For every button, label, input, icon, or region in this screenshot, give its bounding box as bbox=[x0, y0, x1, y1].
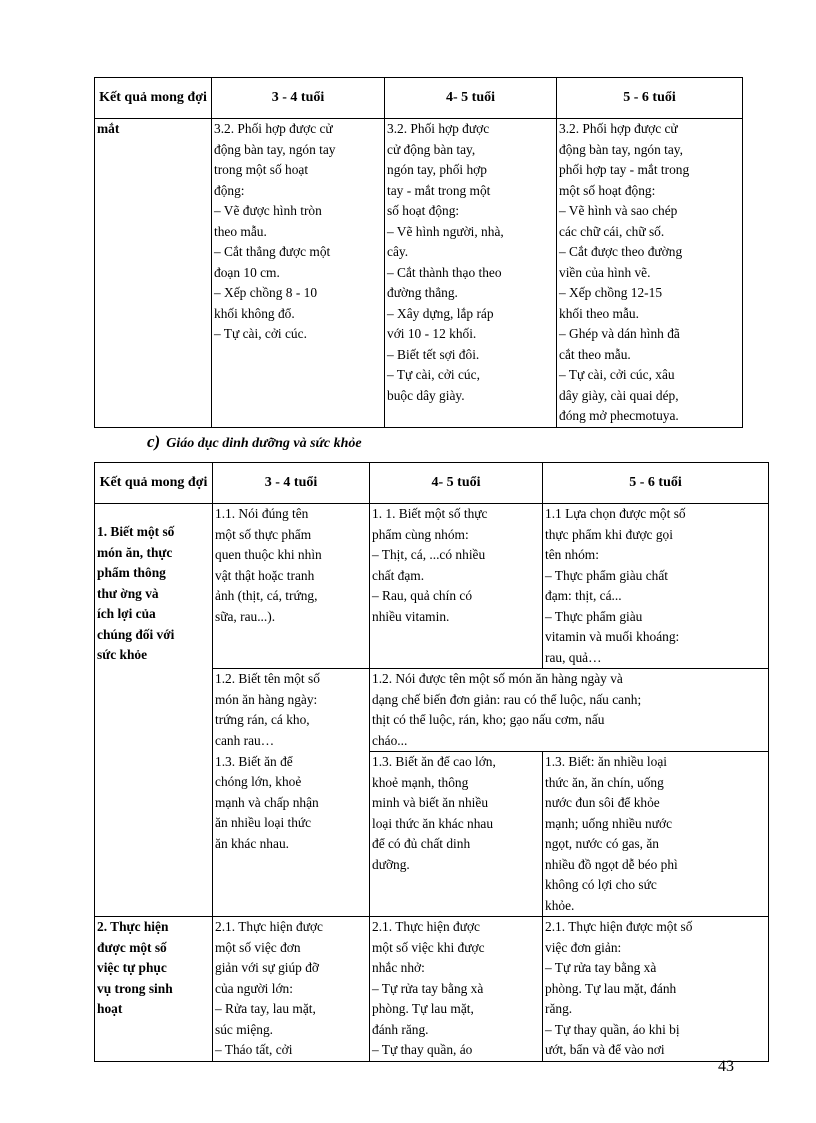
text-line: 1.1 Lựa chọn được một số bbox=[545, 506, 686, 521]
row-label-group-1 bbox=[95, 504, 213, 917]
text-line: trong một số hoạt bbox=[214, 162, 309, 177]
text-line: quen thuộc khi nhìn bbox=[215, 547, 322, 562]
text-line: – Vẽ được hình tròn bbox=[214, 203, 322, 218]
text-line: vitamin và muối khoáng: bbox=[545, 629, 680, 644]
text-line: – Thực phẩm giàu chất bbox=[545, 567, 669, 583]
text-line: vụ trong sinh bbox=[97, 980, 173, 996]
cell-1-2-age-3-4 bbox=[213, 669, 370, 752]
text-line: thực phẩm khi được gọi bbox=[545, 526, 673, 542]
text-line: 2.1. Thực hiện được bbox=[215, 919, 323, 934]
text-line: rau, quả… bbox=[545, 649, 602, 665]
text-line: nước đun sôi để khỏe bbox=[545, 795, 660, 810]
text-line: cử động bàn tay, bbox=[387, 141, 476, 157]
text-line: – Tự cài, cởi cúc. bbox=[214, 326, 307, 341]
text-line: theo mẫu. bbox=[214, 223, 267, 239]
table-row bbox=[95, 917, 769, 1062]
text-line: ảnh (thịt, cá, trứng, bbox=[215, 588, 318, 603]
text-line: – Rau, quả chín có bbox=[372, 588, 473, 603]
text-line: – Tự thay quần, áo bbox=[372, 1042, 473, 1057]
text-line: ích lợi của bbox=[97, 606, 156, 621]
row-label: mắt bbox=[95, 119, 212, 428]
text-line: việc đơn giản: bbox=[545, 939, 622, 955]
text-line: thư ờng và bbox=[97, 585, 159, 601]
text-line: phòng. Tự lau mặt, bbox=[372, 1001, 474, 1016]
text-line: 1.2. Biết tên một số bbox=[215, 671, 320, 686]
text-line: – Tự rửa tay bằng xà bbox=[545, 960, 657, 975]
table-header-row bbox=[95, 78, 743, 119]
text-line: – Vẽ hình người, nhà, bbox=[387, 223, 504, 239]
text-line: việc tự phục bbox=[97, 960, 167, 975]
text-line: trứng rán, cá kho, bbox=[215, 712, 310, 727]
page-number: 43 bbox=[718, 1058, 734, 1075]
cell-1-3-age-5-6 bbox=[543, 752, 769, 917]
text-line: nhiều đồ ngọt dễ béo phì bbox=[545, 856, 678, 872]
text-line: phòng. Tự lau mặt, đánh bbox=[545, 980, 677, 996]
header-age-4-5: 4- 5 tuổi bbox=[370, 463, 543, 504]
text-line: số hoạt động: bbox=[387, 203, 460, 218]
header-age-3-4: 3 - 4 tuổi bbox=[212, 78, 385, 119]
text-line: sữa, rau...). bbox=[215, 608, 276, 624]
text-line: với 10 - 12 khối. bbox=[387, 326, 477, 341]
text-line: – Vẽ hình và sao chép bbox=[559, 203, 678, 218]
text-line: – Cắt thẳng được một bbox=[214, 244, 331, 259]
text-line: để có đủ chất dinh bbox=[372, 836, 471, 851]
text-line: khỏe. bbox=[545, 897, 575, 913]
text-line: – Tự thay quần, áo khi bị bbox=[545, 1021, 680, 1037]
text-line: động bàn tay, ngón tay bbox=[214, 141, 336, 157]
table-nutrition-health bbox=[94, 462, 769, 1062]
text-line: giản với sự giúp đỡ bbox=[215, 960, 319, 975]
text-line: – Thịt, cá, ...có nhiều bbox=[372, 547, 486, 562]
cell-1-1-age-4-5 bbox=[370, 504, 543, 669]
text-line: 1. 1. Biết một số thực bbox=[372, 506, 488, 521]
text-line: tên nhóm: bbox=[545, 547, 599, 562]
cell-age-3-4 bbox=[212, 119, 385, 428]
text-line: 3.2. Phối hợp được cử bbox=[214, 121, 333, 136]
text-line: một số hoạt động: bbox=[559, 182, 656, 198]
text-line: các chữ cái, chữ số. bbox=[559, 223, 665, 239]
text-line: – Biết tết sợi đôi. bbox=[387, 346, 480, 362]
header-expected-results: Kết quả mong đợi bbox=[95, 78, 212, 119]
text-line: ướt, bẩn và để vào nơi bbox=[545, 1042, 665, 1057]
text-line: – Thực phẩm giàu bbox=[545, 608, 643, 624]
text-line: khoẻ mạnh, thông bbox=[372, 774, 469, 790]
text-line: không có lợi cho sức bbox=[545, 877, 657, 892]
text-line: răng. bbox=[545, 1001, 573, 1016]
text-line: 1.2. Nói được tên một số món ăn hàng ngày và bbox=[372, 671, 623, 686]
text-line: cháo... bbox=[372, 732, 408, 748]
text-line: – Xếp chồng 12-15 bbox=[559, 285, 663, 300]
table-physical-development bbox=[94, 77, 743, 428]
header-expected-results: Kết quả mong đợi bbox=[95, 463, 213, 504]
text-line: minh và biết ăn nhiều bbox=[372, 795, 489, 810]
text-line: nhiều vitamin. bbox=[372, 608, 450, 624]
text-line: đạm: thịt, cá... bbox=[545, 588, 622, 603]
text-line: dây giày, cài quai dép, bbox=[559, 387, 679, 403]
text-line: 1. Biết một số bbox=[97, 524, 175, 539]
text-line: nhắc nhở: bbox=[372, 960, 425, 975]
cell-age-5-6 bbox=[557, 119, 743, 428]
text-line: tay - mắt trong một bbox=[387, 182, 491, 198]
cell-1-3-age-3-4 bbox=[213, 752, 370, 917]
text-line: – Ghép và dán hình đã bbox=[559, 326, 680, 341]
text-line: – Rửa tay, lau mặt, bbox=[215, 1001, 316, 1016]
text-line: 2. Thực hiện bbox=[97, 919, 169, 934]
text-line: một số việc đơn bbox=[215, 939, 301, 955]
text-line: 1.3. Biết ăn để cao lớn, bbox=[372, 754, 496, 769]
cell-1-1-age-5-6 bbox=[543, 504, 769, 669]
text-line: phối hợp tay - mắt trong bbox=[559, 162, 690, 177]
header-age-3-4: 3 - 4 tuổi bbox=[213, 463, 370, 504]
text-line: thịt có thể luộc, rán, kho; gạo nấu cơm, nấu bbox=[372, 712, 605, 727]
text-line: chúng đối với bbox=[97, 626, 175, 642]
text-line: – Xây dựng, lắp ráp bbox=[387, 305, 494, 321]
text-line: ngọt, nước có gas, ăn bbox=[545, 836, 659, 851]
text-line: chóng lớn, khoẻ bbox=[215, 774, 302, 789]
text-line: dưỡng. bbox=[372, 856, 410, 872]
text-line: cây. bbox=[387, 244, 409, 259]
text-line: 2.1. Thực hiện được bbox=[372, 919, 480, 934]
text-line: loại thức ăn khác nhau bbox=[372, 815, 494, 831]
text-line: động: bbox=[214, 182, 245, 198]
text-line: phẩm cùng nhóm: bbox=[372, 526, 469, 542]
text-line: canh rau… bbox=[215, 732, 275, 748]
text-line: ăn nhiều loại thức bbox=[215, 815, 312, 830]
header-age-4-5: 4- 5 tuổi bbox=[385, 78, 557, 119]
text-line: – Cắt thành thạo theo bbox=[387, 264, 502, 280]
header-age-5-6: 5 - 6 tuổi bbox=[543, 463, 769, 504]
text-line: súc miệng. bbox=[215, 1021, 274, 1037]
text-line: dạng chế biến đơn giản: rau có thể luộc, nấu canh; bbox=[372, 691, 642, 707]
cell-1-1-age-3-4 bbox=[213, 504, 370, 669]
text-line: khối theo mẫu. bbox=[559, 305, 639, 321]
table-row bbox=[95, 119, 743, 428]
text-line: 3.2. Phối hợp được bbox=[387, 121, 490, 136]
text-line: được một số bbox=[97, 939, 167, 955]
table-row bbox=[95, 504, 769, 669]
text-line: – Tháo tất, cởi bbox=[215, 1042, 293, 1057]
section-letter: c) bbox=[147, 432, 161, 451]
text-line: một số việc khi được bbox=[372, 939, 485, 955]
text-line: ăn khác nhau. bbox=[215, 835, 289, 851]
text-line: – Tự cài, cởi cúc, xâu bbox=[559, 367, 675, 382]
text-line: 1.3. Biết: ăn nhiều loại bbox=[545, 754, 667, 769]
text-line: mạnh; uống nhiều nước bbox=[545, 815, 673, 831]
text-line: mạnh và chấp nhận bbox=[215, 794, 319, 810]
text-line: 3.2. Phối hợp được cử bbox=[559, 121, 678, 136]
cell-1-3-age-4-5 bbox=[370, 752, 543, 917]
text-line: viền của hình vẽ. bbox=[559, 264, 651, 280]
text-line: – Tự rửa tay bằng xà bbox=[372, 980, 484, 996]
text-line: đường thẳng. bbox=[387, 285, 458, 300]
text-line: món ăn hàng ngày: bbox=[215, 691, 318, 707]
section-title: Giáo dục dinh dưỡng và sức khỏe bbox=[166, 436, 362, 451]
text-line: đánh răng. bbox=[372, 1021, 429, 1037]
text-line: chất đạm. bbox=[372, 567, 425, 583]
text-line: đoạn 10 cm. bbox=[214, 264, 280, 280]
text-line: khối không đổ. bbox=[214, 305, 295, 321]
text-line: – Xếp chồng 8 - 10 bbox=[214, 285, 318, 300]
header-age-5-6: 5 - 6 tuổi bbox=[557, 78, 743, 119]
text-line: cắt theo mẫu. bbox=[559, 346, 631, 362]
text-line: sức khỏe bbox=[97, 647, 148, 662]
text-line: 1.3. Biết ăn để bbox=[215, 753, 293, 769]
text-line: của người lớn: bbox=[215, 980, 293, 996]
text-line: đóng mở phecmotuya. bbox=[559, 408, 679, 423]
text-line: 2.1. Thực hiện được một số bbox=[545, 919, 693, 934]
text-line: hoạt bbox=[97, 1001, 123, 1016]
text-line: 1.1. Nói đúng tên bbox=[215, 506, 309, 521]
cell-1-2-age-4-6 bbox=[370, 669, 769, 752]
text-line: – Cắt được theo đường bbox=[559, 244, 683, 259]
text-line: món ăn, thực bbox=[97, 544, 173, 560]
text-line: động bàn tay, ngón tay, bbox=[559, 141, 683, 157]
cell-2-1-age-5-6 bbox=[543, 917, 769, 1062]
cell-2-1-age-4-5 bbox=[370, 917, 543, 1062]
text-line: phẩm thông bbox=[97, 565, 166, 580]
row-label-group-2 bbox=[95, 917, 213, 1062]
text-line: thức ăn, ăn chín, uống bbox=[545, 774, 664, 790]
cell-2-1-age-3-4 bbox=[213, 917, 370, 1062]
text-line: – Tự cài, cởi cúc, bbox=[387, 367, 480, 382]
text-line: buộc dây giày. bbox=[387, 387, 465, 403]
table-header-row bbox=[95, 463, 769, 504]
text-line: vật thật hoặc tranh bbox=[215, 567, 315, 583]
text-line: một số thực phẩm bbox=[215, 526, 312, 542]
text-line: ngón tay, phối hợp bbox=[387, 162, 487, 177]
cell-age-4-5 bbox=[385, 119, 557, 428]
section-heading bbox=[147, 432, 362, 452]
